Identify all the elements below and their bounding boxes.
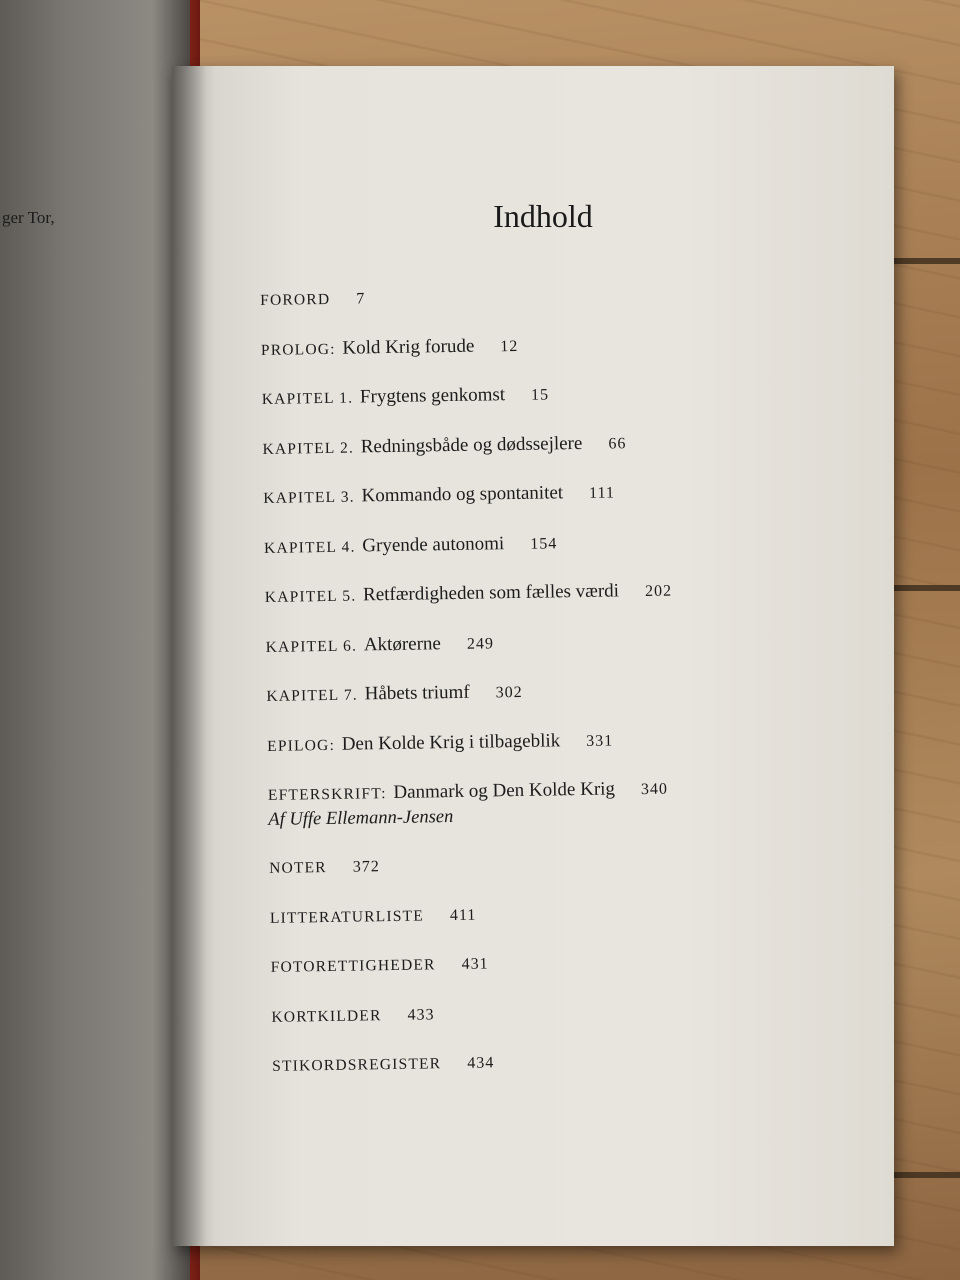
toc-entry-page: 66 xyxy=(608,434,627,453)
toc-entry-page: 372 xyxy=(352,858,380,876)
toc-entry-label: NOTER xyxy=(268,859,327,877)
toc-entry-page: 302 xyxy=(495,683,523,702)
toc-entry-title: Håbets triumf xyxy=(364,681,470,705)
toc-entry-label: EPILOG: xyxy=(267,736,336,755)
toc-entry-label: LITTERATURLISTE xyxy=(269,907,425,927)
toc-entry-label: KAPITEL 1. xyxy=(261,389,354,408)
left-page-text-fragment: ger Tor, xyxy=(2,208,55,227)
toc-entry-title: Kommando og spontanitet xyxy=(361,482,564,507)
toc-entry-label: KAPITEL 7. xyxy=(266,686,359,705)
right-page xyxy=(172,66,894,1246)
toc-entry-page: 111 xyxy=(588,484,616,502)
toc-entry-label: KAPITEL 6. xyxy=(265,637,358,656)
toc-entry-page: 154 xyxy=(530,534,558,553)
toc-entry-page: 202 xyxy=(644,582,673,600)
toc-title: Indhold xyxy=(493,198,593,234)
toc-entry-title: Gryende autonomi xyxy=(362,532,505,556)
toc-entry-label: KAPITEL 5. xyxy=(264,587,357,606)
toc-entry-label: KORTKILDER xyxy=(271,1006,382,1026)
toc-entry-page: 249 xyxy=(466,634,495,653)
toc-entry-title: Danmark og Den Kolde Krig xyxy=(393,778,616,803)
toc-entry-title: Frygtens genkomst xyxy=(359,384,506,408)
toc-entry xyxy=(272,1044,873,1103)
toc-entry-label: KAPITEL 2. xyxy=(262,439,355,458)
toc-entry-label: FOTORETTIGHEDER xyxy=(270,956,436,976)
toc-entry-title: Kold Krig forude xyxy=(342,335,475,359)
toc-entry-title: Retfærdigheden som fælles værdi xyxy=(362,580,620,606)
toc-entry-page: 411 xyxy=(449,906,477,924)
toc-entry xyxy=(268,774,869,856)
toc-entry-label: FORORD xyxy=(260,290,331,309)
toc-entry-label: STIKORDSREGISTER xyxy=(272,1055,442,1075)
toc-entry-page: 431 xyxy=(461,955,489,973)
page-gutter-shadow xyxy=(172,66,206,1246)
toc-entry-author: Af Uffe Ellemann-Jensen xyxy=(268,807,454,830)
toc-entry-page: 7 xyxy=(356,290,366,308)
toc-entry-title: Den Kolde Krig i tilbageblik xyxy=(341,729,561,755)
left-page xyxy=(0,0,190,1280)
toc-entry-page: 433 xyxy=(407,1005,435,1024)
toc-entry-page: 12 xyxy=(500,337,519,355)
toc-entry-page: 434 xyxy=(467,1054,495,1072)
toc-entry-page: 331 xyxy=(586,732,614,750)
table-of-contents xyxy=(260,279,873,1104)
toc-entry-label: KAPITEL 4. xyxy=(263,538,356,557)
toc-entry-page: 340 xyxy=(640,780,669,799)
toc-entry-title: Aktørerne xyxy=(363,632,442,655)
toc-entry-label: PROLOG: xyxy=(260,340,336,359)
toc-entry-page: 15 xyxy=(530,386,550,404)
toc-entry-label: EFTERSKRIFT: xyxy=(267,785,387,804)
toc-entry-title: Redningsbåde og dødssejlere xyxy=(360,432,583,457)
toc-entry-label: KAPITEL 3. xyxy=(263,488,355,507)
